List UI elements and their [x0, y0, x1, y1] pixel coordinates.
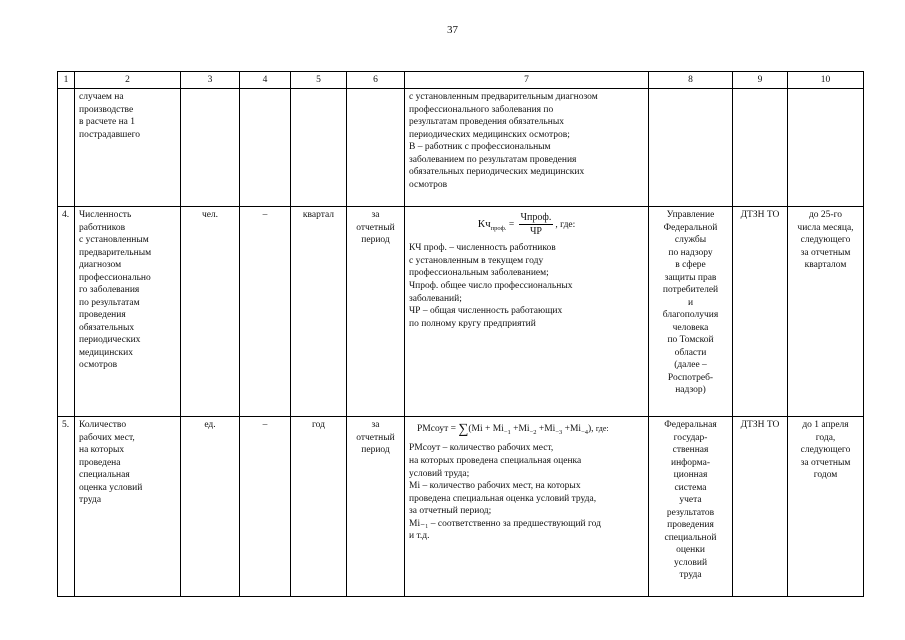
cell-indicator-name: Численность работников с установленным предварительным диагнозом профессионально го заболевания по результатам проведения обязательных периодических медицинских осмотров — [75, 207, 181, 417]
formula-body: (Mi + Mi — [468, 424, 504, 434]
formula-sub-4: −4 — [581, 428, 588, 436]
cell-source: Федеральная государ- ственная информа- ционная система учета результатов проведения специальной оценки условий труда — [649, 417, 733, 597]
header-col-10: 10 — [788, 72, 864, 89]
header-col-6: 6 — [347, 72, 405, 89]
formula-close: ), — [587, 424, 594, 434]
cell-unit — [181, 89, 240, 207]
cell-col6: за отчетный период — [347, 417, 405, 597]
cell-deadline: до 25-го числа месяца, следующего за отчетным кварталом — [788, 207, 864, 417]
header-col-1: 1 — [58, 72, 75, 89]
cell-source — [649, 89, 733, 207]
cell-source: Управление Федеральной службы по надзору в сфере защиты прав потребителей и благополучия человека по Томской области (далее – Роспотреб- надзор) — [649, 207, 733, 417]
formula-rmsout — [417, 421, 644, 439]
formula-lhs: Кч — [477, 217, 491, 230]
cell-num: 4. — [58, 207, 75, 417]
cell-col4 — [240, 89, 291, 207]
header-col-2: 2 — [75, 72, 181, 89]
method-description: КЧ проф. – численность работников с установленным в текущем году профессиональным заболеванием; Чпроф. общее число профессиональных заболеваний; ЧР – общая численность работающих по полному кругу предприятий — [409, 243, 573, 329]
cell-indicator-name: случаем на производстве в расчете на 1 пострадавшего — [75, 89, 181, 207]
cell-indicator-name: Количество рабочих мест, на которых проведена специальная оценка условий труда — [75, 417, 181, 597]
cell-responsible: ДТЗН ТО — [733, 207, 788, 417]
page-number: 37 — [447, 24, 458, 36]
header-col-5: 5 — [291, 72, 347, 89]
cell-unit: чел. — [181, 207, 240, 417]
cell-period: квартал — [291, 207, 347, 417]
header-col-8: 8 — [649, 72, 733, 89]
formula-term-4: +Mi — [562, 424, 582, 434]
cell-responsible — [733, 89, 788, 207]
cell-responsible: ДТЗН ТО — [733, 417, 788, 597]
cell-col4: – — [240, 207, 291, 417]
method-description: РМсоут – количество рабочих мест, на которых проведена специальная оценка условий труда; Mi – количество рабочих мест, на которых проведена специальная оценка условий труда, за отчетный период; Mi₋₁ – соответственно за предшествующий год и т.д. — [409, 443, 601, 542]
cell-period: год — [291, 417, 347, 597]
formula-numerator: Чпроф. — [519, 211, 554, 225]
formula-term-3: +Mi — [536, 424, 556, 434]
table-row-continuation — [58, 89, 864, 207]
header-col-7: 7 — [405, 72, 649, 89]
formula-sub-2: −2 — [529, 428, 537, 436]
cell-num — [58, 89, 75, 207]
formula-sub-1: −1 — [503, 428, 511, 436]
cell-col6 — [347, 89, 405, 207]
formula-lhs: РМсоут — [417, 424, 449, 434]
formula-tail: где: — [595, 424, 609, 433]
formula-sum: ∑ — [458, 422, 469, 437]
cell-method: с установленным предварительным диагнозом профессионального заболевания по результатам проведения обязательных периодических медицинских осмотров; В – работник с профессиональным заболеванием по результатам проведения обязательных периодических медицинских осмотров — [405, 89, 649, 207]
formula-kch — [409, 211, 644, 238]
formula-fraction — [519, 211, 554, 238]
cell-num: 5. — [58, 417, 75, 597]
table-row-4 — [58, 207, 864, 417]
cell-deadline: до 1 апреля года, следующего за отчетным годом — [788, 417, 864, 597]
cell-deadline — [788, 89, 864, 207]
formula-tail: , где: — [555, 219, 576, 230]
formula-term-2: +Mi — [510, 424, 530, 434]
cell-period — [291, 89, 347, 207]
formula-lhs-sub: проф. — [490, 224, 507, 232]
cell-unit: ед. — [181, 417, 240, 597]
cell-method — [405, 207, 649, 417]
header-col-4: 4 — [240, 72, 291, 89]
indicators-table — [57, 71, 864, 597]
formula-eq: = — [450, 424, 456, 434]
table-header-row — [58, 72, 864, 89]
formula-sub-3: −3 — [555, 428, 563, 436]
cell-method — [405, 417, 649, 597]
cell-col6: за отчетный период — [347, 207, 405, 417]
header-col-3: 3 — [181, 72, 240, 89]
formula-denominator: ЧР — [529, 226, 542, 238]
table-row-5 — [58, 417, 864, 597]
header-col-9: 9 — [733, 72, 788, 89]
formula-eq: = — [508, 219, 515, 230]
cell-col4: – — [240, 417, 291, 597]
